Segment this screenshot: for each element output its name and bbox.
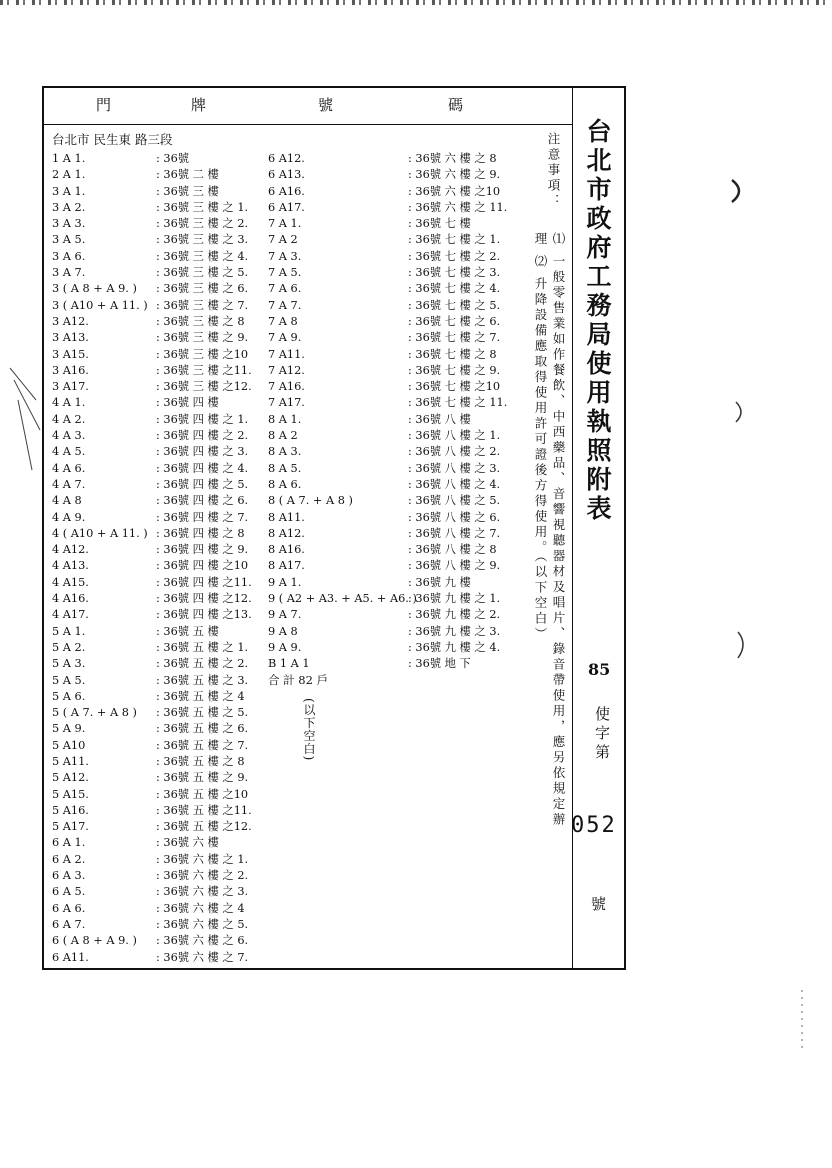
header-char-ma: 碼: [448, 96, 466, 114]
door-number: : 36號 八 樓 之 7.: [408, 526, 501, 540]
unit-code: 8 A 3.: [268, 445, 302, 459]
permit-suffix: 號: [591, 895, 607, 913]
door-number: : 36號 四 樓 之 4.: [156, 461, 249, 475]
header-char-men: 門: [96, 96, 114, 114]
door-number: : 36號 四 樓 之 9.: [156, 543, 249, 557]
unit-code: 7 A 9.: [268, 331, 302, 345]
unit-code: 8 ( A 7. + A 8 ): [268, 494, 353, 508]
door-number: : 36號 四 樓 之13.: [156, 608, 252, 622]
unit-code: 9 ( A2 + A3. + A5. + A6. ): [268, 592, 417, 606]
unit-code: 6 A 2.: [52, 852, 86, 866]
door-number: : 36號 三 樓 之 8: [156, 314, 245, 328]
unit-code: 7 A 7.: [268, 298, 302, 312]
unit-code: 9 A 7.: [268, 608, 302, 622]
door-number: : 36號 六 樓 之 7.: [156, 950, 249, 964]
door-number: : 36號 八 樓 之 3.: [408, 461, 501, 475]
door-number: : 36號 六 樓 之 1.: [156, 852, 249, 866]
unit-code: 3 A16.: [52, 363, 89, 377]
unit-code: 3 A 6.: [52, 249, 86, 263]
door-number: : 36號 六 樓 之10: [408, 184, 501, 198]
permit-number: 052: [571, 813, 617, 838]
unit-code: 4 A 2.: [52, 412, 86, 426]
door-number: : 36號 八 樓 之 6.: [408, 510, 501, 524]
unit-code: 4 ( A10 + A 11. ): [52, 526, 148, 540]
door-number: : 36號 四 樓 之 6.: [156, 494, 249, 508]
door-number: : 36號 三 樓 之 6.: [156, 282, 249, 296]
unit-code: 6 A 1.: [52, 836, 86, 850]
header-rule: [42, 124, 572, 125]
door-number: : 36號 七 樓 之 9.: [408, 363, 501, 377]
unit-code: 7 A 6.: [268, 282, 302, 296]
door-number: : 36號 九 樓 之 4.: [408, 640, 501, 654]
unit-code: 8 A11.: [268, 510, 305, 524]
door-number: : 36號 八 樓: [408, 412, 471, 426]
unit-code: B 1 A 1: [268, 657, 310, 671]
unit-code: 5 A15.: [52, 787, 89, 801]
door-number: : 36號 三 樓 之12.: [156, 380, 252, 394]
unit-code: 5 A 6.: [52, 689, 86, 703]
door-number: : 36號 四 樓 之 8: [156, 526, 245, 540]
door-number: : 36號 九 樓 之 1.: [408, 592, 501, 606]
door-number: : 36號 三 樓 之 3.: [156, 233, 249, 247]
unit-code: 7 A12.: [268, 363, 305, 377]
door-number: : 36號 地 下: [408, 657, 471, 671]
door-number: : 36號 六 樓 之 4: [156, 901, 245, 915]
unit-code: 3 A 7.: [52, 266, 86, 280]
unit-code: 4 A 8: [52, 494, 82, 508]
unit-code: 3 ( A 8 + A 9. ): [52, 282, 137, 296]
unit-code: 5 A16.: [52, 803, 89, 817]
door-number: : 36號 四 樓 之 1.: [156, 412, 249, 426]
unit-code: 5 A11.: [52, 754, 89, 768]
unit-code: 5 A17.: [52, 820, 89, 834]
door-number: : 36號 七 樓 之 6.: [408, 314, 501, 328]
door-number: : 36號 六 樓 之 2.: [156, 869, 249, 883]
door-number: : 36號 四 樓 之 3.: [156, 445, 249, 459]
permit-prefix: 使字第: [593, 706, 611, 763]
unit-code: 4 A 3.: [52, 429, 86, 443]
door-number: : 36號 六 樓 之 6.: [156, 934, 249, 948]
door-number: : 36號 七 樓 之 1.: [408, 233, 501, 247]
door-number: : 36號 七 樓 之 3.: [408, 266, 501, 280]
door-number: : 36號 五 樓: [156, 624, 219, 638]
unit-code: 6 A16.: [268, 184, 305, 198]
door-number: : 36號 七 樓 之 5.: [408, 298, 501, 312]
unit-code: 6 A17.: [268, 200, 305, 214]
note-line-2: 理 ⑵ 升降設備應取得使用許可證後方得使用。（以下空白）: [533, 232, 548, 643]
scan-edge-noise: [0, 0, 832, 5]
unit-code: 4 A13.: [52, 559, 89, 573]
unit-code: 7 A 5.: [268, 266, 302, 280]
door-number: : 36號 三 樓 之 4.: [156, 249, 249, 263]
door-number: : 36號 七 樓 之 8: [408, 347, 497, 361]
door-number: : 36號 三 樓 之 2.: [156, 217, 249, 231]
unit-code: 5 A 3.: [52, 657, 86, 671]
unit-code: 8 A 1.: [268, 412, 302, 426]
header-char-pai: 牌: [191, 96, 209, 114]
door-number: : 36號 六 樓 之 9.: [408, 168, 501, 182]
door-number: : 36號 九 樓 之 3.: [408, 624, 501, 638]
street-subtitle: 台北市 民生東 路三段: [52, 132, 173, 147]
door-number: : 36號 五 樓 之10: [156, 787, 249, 801]
door-number: : 36號 五 樓 之11.: [156, 803, 252, 817]
unit-code: 7 A 2: [268, 233, 298, 247]
unit-code: 6 A12.: [268, 152, 305, 165]
unit-code: 7 A11.: [268, 347, 305, 361]
unit-code: 5 A10: [52, 738, 86, 752]
door-number: : 36號 三 樓 之 1.: [156, 200, 249, 214]
unit-code: 1 A 1.: [52, 152, 86, 165]
blank-below-note: (以下空白): [302, 698, 316, 762]
unit-code: 6 ( A 8 + A 9. ): [52, 934, 137, 948]
unit-code: 4 A16.: [52, 592, 89, 606]
unit-code: 6 A 6.: [52, 901, 86, 915]
door-number: : 36號 五 樓 之 7.: [156, 738, 249, 752]
door-number: : 36號 五 樓 之 8: [156, 754, 245, 768]
unit-code: 7 A 3.: [268, 249, 302, 263]
door-number: : 36號 三 樓 之11.: [156, 363, 252, 377]
unit-code: 8 A 6.: [268, 477, 302, 491]
door-number: : 36號 六 樓 之 5.: [156, 917, 249, 931]
header-char-hao: 號: [318, 96, 336, 114]
unit-code: 4 A 5.: [52, 445, 86, 459]
door-number: : 36號 七 樓 之10: [408, 380, 501, 394]
unit-code: 8 A12.: [268, 526, 305, 540]
unit-code: 7 A16.: [268, 380, 305, 394]
unit-code: 4 A 1.: [52, 396, 86, 410]
page-number: 85: [588, 660, 611, 679]
door-number: : 36號 八 樓 之 8: [408, 543, 497, 557]
door-number: : 36號 八 樓 之 4.: [408, 477, 501, 491]
unit-code: 5 A 1.: [52, 624, 86, 638]
door-number: : 36號 六 樓 之 11.: [408, 200, 508, 214]
door-number: : 36號 六 樓: [156, 836, 219, 850]
unit-code: 3 A 2.: [52, 200, 86, 214]
scan-paren-mark-3: [734, 630, 750, 660]
door-number: : 36號: [156, 152, 190, 165]
unit-code: 5 A 2.: [52, 640, 86, 654]
unit-code: 3 A 3.: [52, 217, 86, 231]
unit-code: 7 A17.: [268, 396, 305, 410]
door-number: : 36號 四 樓 之10: [156, 559, 249, 573]
unit-code: 6 A 5.: [52, 885, 86, 899]
unit-code: 3 A 1.: [52, 184, 86, 198]
unit-code: 5 A 9.: [52, 722, 86, 736]
door-number: : 36號 三 樓 之 5.: [156, 266, 249, 280]
unit-code: 8 A16.: [268, 543, 305, 557]
door-number: : 36號 三 樓 之 7.: [156, 298, 249, 312]
unit-code: 5 ( A 7. + A 8 ): [52, 706, 137, 720]
unit-code: 3 ( A10 + A 11. ): [52, 298, 148, 312]
door-number: : 36號 七 樓 之 4.: [408, 282, 501, 296]
document-title: 台北市政府工務局使用執照附表: [583, 118, 612, 524]
unit-code: 9 A 8: [268, 624, 298, 638]
door-number: : 36號 四 樓 之12.: [156, 592, 252, 606]
unit-code: 4 A 7.: [52, 477, 86, 491]
unit-code: 9 A 1.: [268, 575, 302, 589]
door-number: : 36號 二 樓: [156, 168, 219, 182]
unit-code: 5 A12.: [52, 771, 89, 785]
scan-scribble-mark: [6, 360, 46, 480]
unit-code: 4 A12.: [52, 543, 89, 557]
door-number: : 36號 八 樓 之 1.: [408, 429, 501, 443]
door-number: : 36號 四 樓 之 7.: [156, 510, 249, 524]
unit-code: 3 A12.: [52, 314, 89, 328]
unit-code: 9 A 9.: [268, 640, 302, 654]
door-number: : 36號 三 樓 之10: [156, 347, 249, 361]
unit-code: 4 A15.: [52, 575, 89, 589]
door-number: : 36號 四 樓 之 5.: [156, 477, 249, 491]
door-number: : 36號 五 樓 之 6.: [156, 722, 249, 736]
door-number: : 36號 五 樓 之 4: [156, 689, 245, 703]
unit-code: 7 A 1.: [268, 217, 302, 231]
door-number: : 36號 五 樓 之12.: [156, 820, 252, 834]
door-number: : 36號 八 樓 之 5.: [408, 494, 501, 508]
unit-code: 2 A 1.: [52, 168, 86, 182]
unit-code: 8 A 2: [268, 429, 298, 443]
door-number: : 36號 四 樓 之11.: [156, 575, 252, 589]
unit-code: 4 A 6.: [52, 461, 86, 475]
note-line-1: ⑴ 一般零售業如作餐飲、中西藥品、音響視聽器材及唱片、錄音帶使用，應另依規定辦: [551, 232, 566, 828]
door-number: : 36號 七 樓 之 7.: [408, 331, 501, 345]
unit-code: 8 A17.: [268, 559, 305, 573]
unit-code: 6 A11.: [52, 950, 89, 964]
door-number: : 36號 七 樓 之 2.: [408, 249, 501, 263]
unit-code: 8 A 5.: [268, 461, 302, 475]
scan-dots-mark: [796, 990, 808, 1050]
door-number: : 36號 五 樓 之 2.: [156, 657, 249, 671]
unit-code: 6 A 3.: [52, 869, 86, 883]
door-number: : 36號 六 樓 之 8: [408, 152, 497, 165]
door-number: : 36號 五 樓 之 1.: [156, 640, 249, 654]
unit-code: 6 A 7.: [52, 917, 86, 931]
door-number: : 36號 八 樓 之 9.: [408, 559, 501, 573]
scan-paren-mark-2: [732, 400, 748, 424]
door-number: : 36號 三 樓 之 9.: [156, 331, 249, 345]
door-number: : 36號 七 樓 之 11.: [408, 396, 508, 410]
unit-code: 3 A13.: [52, 331, 89, 345]
unit-code: 4 A 9.: [52, 510, 86, 524]
unit-code: 3 A15.: [52, 347, 89, 361]
door-number: : 36號 五 樓 之 5.: [156, 706, 249, 720]
unit-code: 5 A 5.: [52, 673, 86, 687]
door-number: : 36號 五 樓 之 9.: [156, 771, 249, 785]
door-number: : 36號 八 樓 之 2.: [408, 445, 501, 459]
door-number: : 36號 三 樓: [156, 184, 219, 198]
door-number: : 36號 七 樓: [408, 217, 471, 231]
note-heading: 注意事項：: [546, 132, 561, 210]
door-number: : 36號 九 樓: [408, 575, 471, 589]
door-number: : 36號 四 樓 之 2.: [156, 429, 249, 443]
door-number: : 36號 四 樓: [156, 396, 219, 410]
unit-code: 3 A17.: [52, 380, 89, 394]
unit-code: 4 A17.: [52, 608, 89, 622]
unit-code: 6 A13.: [268, 168, 305, 182]
door-number: : 36號 九 樓 之 2.: [408, 608, 501, 622]
unit-code: 7 A 8: [268, 314, 298, 328]
door-number: : 36號 五 樓 之 3.: [156, 673, 249, 687]
scan-paren-mark: [726, 176, 750, 206]
total-households: 合 計 82 戶: [268, 673, 329, 687]
door-number: : 36號 六 樓 之 3.: [156, 885, 249, 899]
unit-code: 3 A 5.: [52, 233, 86, 247]
